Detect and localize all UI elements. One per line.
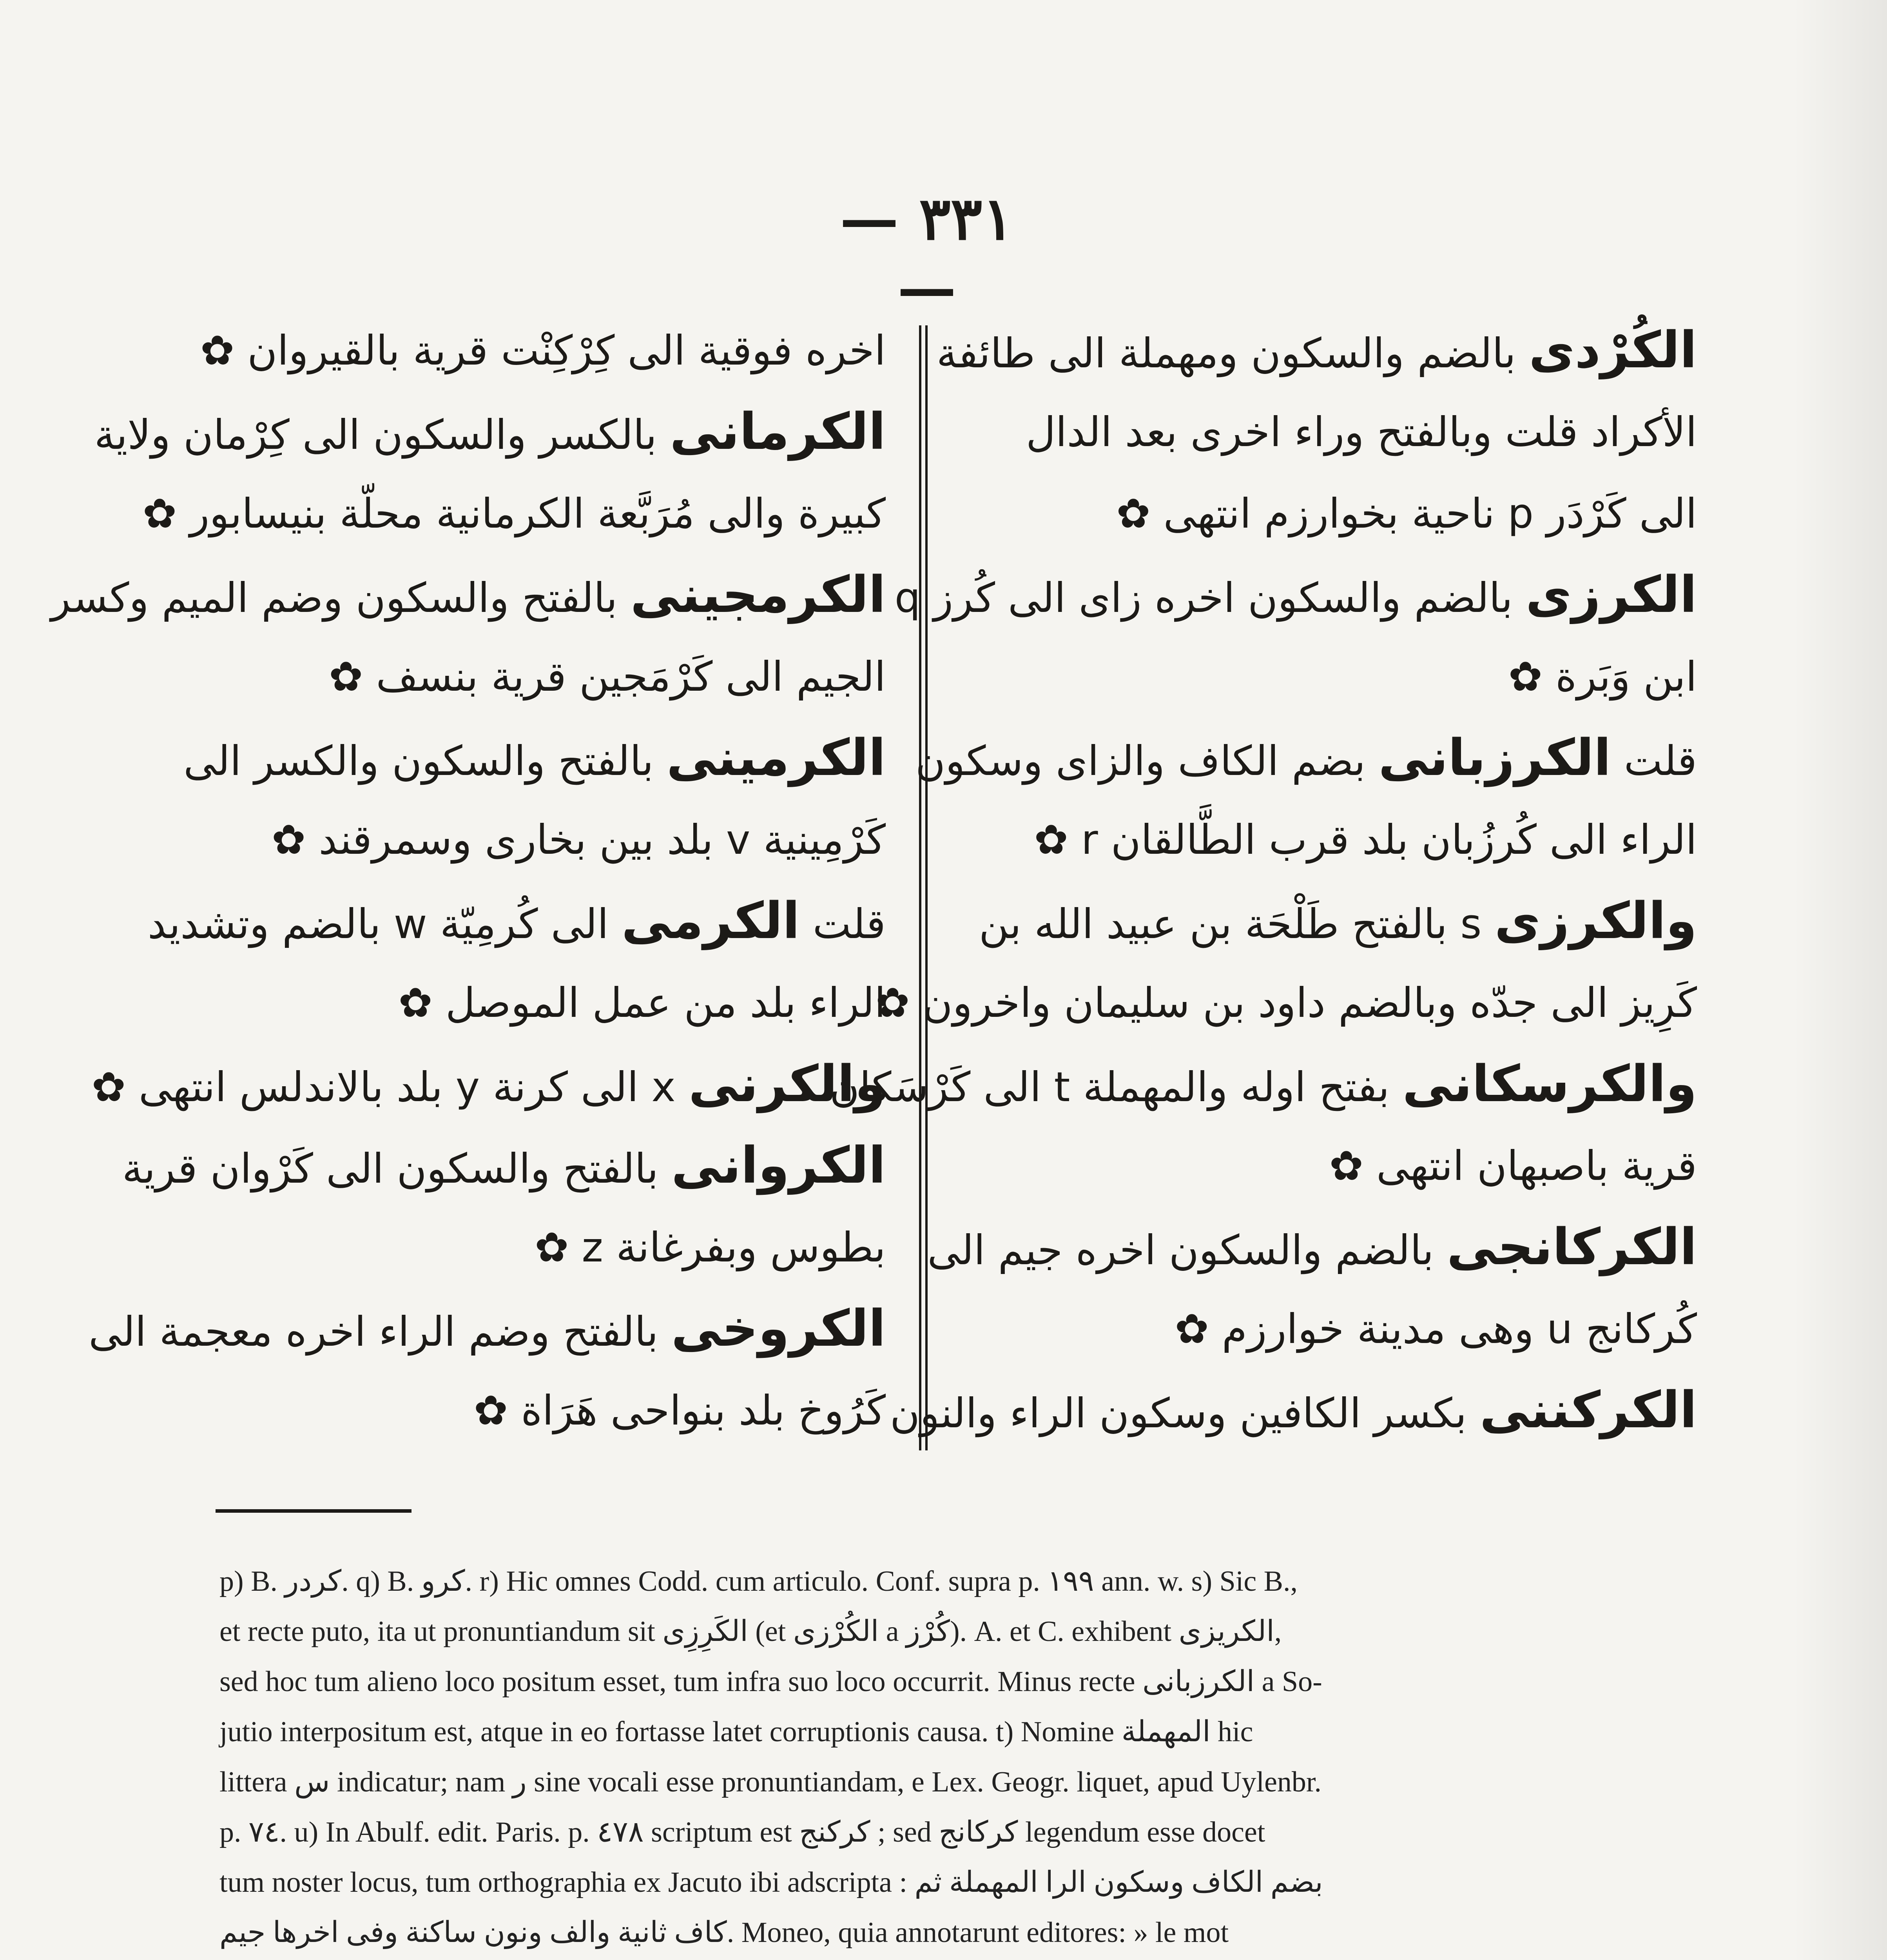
text-line: كَرْمِينية v بلد بين بخارى وسمرقند ✿ [272, 816, 886, 864]
text-line: الى كَرْدَر p ناحية بخوارزم انتهى ✿ [1116, 490, 1697, 537]
footnote-line: littera س indicatur; nam ر sine vocali esse pronuntiandam, e Lex. Geogr. liquet, apud Uylenbr. [219, 1766, 1321, 1798]
footnote-line [219, 1958, 1701, 1960]
footnotes [219, 1556, 1701, 1960]
footnote-separator [216, 1509, 411, 1513]
right-text-column [829, 310, 1697, 1454]
footnote-line: et recte puto, ita ut pronuntiandum sit الكَرِزِى (et الكُرْزى a كُرْز). A. et C. exhibent الكريزى, [219, 1615, 1282, 1648]
text-line: الكرمانى بالكسر والسكون الى كِرْمان ولاية [94, 403, 886, 461]
page-edge-shadow [1793, 0, 1887, 1960]
text-line: كُركانج u وهى مدينة خوارزم ✿ [1175, 1305, 1697, 1353]
text-line: قلت الكرمى الى كُرمِيّة w بالضم وتشديد [147, 892, 886, 950]
text-line: اخره فوقية الى كِرْكِنْت قرية بالقيروان ✿ [200, 327, 886, 374]
footnote-line: كاف ثانية والف ونون ساكنة وفى اخرها جيم. Moneo, quia annotarunt editores: » le mot [219, 1916, 1229, 1949]
text-line: والكرنى x الى كرنة y بلد بالاندلس انتهى ✿ [91, 1055, 886, 1113]
footnote-line: p) B. كردر. q) B. كرو. r) Hic omnes Codd. cum articulo. Conf. supra p. ١٩٩ ann. w. s) Sic B., [219, 1565, 1298, 1597]
text-line: قلت الكرزبانى بضم الكاف والزاى وسكون [915, 729, 1697, 787]
main-text-block [51, 310, 1701, 1454]
text-line: والكرزى s بالفتح طَلْحَة بن عبيد الله بن [979, 892, 1697, 950]
text-line: الراء بلد من عمل الموصل ✿ [398, 979, 886, 1027]
text-line: الكركننى بكسر الكافين وسكون الراء والنون [890, 1381, 1697, 1439]
footnote-line: sed hoc tum alieno loco positum esset, tum infra suo loco occurrit. Minus recte الكرزبانى a So- [219, 1666, 1322, 1698]
text-line: كَرِيز الى جدّه وبالضم داود بن سليمان واخرون ✿ [876, 979, 1697, 1027]
text-line: الكُرْدى بالضم والسكون ومهملة الى طائفة [936, 321, 1697, 379]
text-line: الكروانى بالفتح والسكون الى كَرْوان قرية [122, 1136, 886, 1195]
text-line: الكرمينى بالفتح والسكون والكسر الى [183, 729, 886, 787]
text-line: قرية باصبهان انتهى ✿ [1329, 1142, 1697, 1190]
footnote-line: jutio interpositum est, atque in eo fortasse latet corruptionis causa. t) Nomine المهملة hic [219, 1716, 1253, 1748]
text-line: الكرمجينى بالفتح والسكون وضم الميم وكسر [51, 566, 886, 624]
text-line: بطوس وبفرغانة z ✿ [535, 1223, 886, 1271]
text-line: كَرُوخ بلد بنواحى هَرَاة ✿ [473, 1387, 886, 1434]
column-divider [919, 325, 928, 1450]
text-line: الجيم الى كَرْمَجين قرية بنسف ✿ [329, 653, 886, 701]
footnote-line: p. ٧٤. u) In Abulf. edit. Paris. p. ٤٧٨ scriptum est كركنج ; sed كركانج legendum esse docet [219, 1816, 1265, 1848]
page-number: — ٣٣١ — [840, 184, 1014, 322]
text-line: الكروخى بالفتح وضم الراء اخره معجمة الى [89, 1299, 886, 1358]
text-line: الراء الى كُرزُبان بلد قرب الطَّالقان r ✿ [1034, 816, 1697, 864]
text-line: والكرسكانى بفتح اوله والمهملة t الى كَرْسَكان [829, 1055, 1697, 1113]
text-line: الكركانجى بالضم والسكون اخره جيم الى [927, 1218, 1697, 1276]
text-line: الكرزى بالضم والسكون اخره زاى الى كُرز q [894, 566, 1697, 624]
text-line: الأكراد قلت وبالفتح وراء اخرى بعد الدال [1026, 408, 1697, 456]
left-text-column [51, 310, 886, 1454]
footnote-line: tum noster locus, tum orthographia ex Jacuto ibi adscripta : بضم الكاف وسكون الرا المهملة ثم [219, 1866, 1323, 1898]
text-line: ابن وَبَرة ✿ [1508, 653, 1697, 701]
text-line: كبيرة والى مُرَبَّعة الكرمانية محلّة بنيسابور ✿ [142, 490, 886, 537]
